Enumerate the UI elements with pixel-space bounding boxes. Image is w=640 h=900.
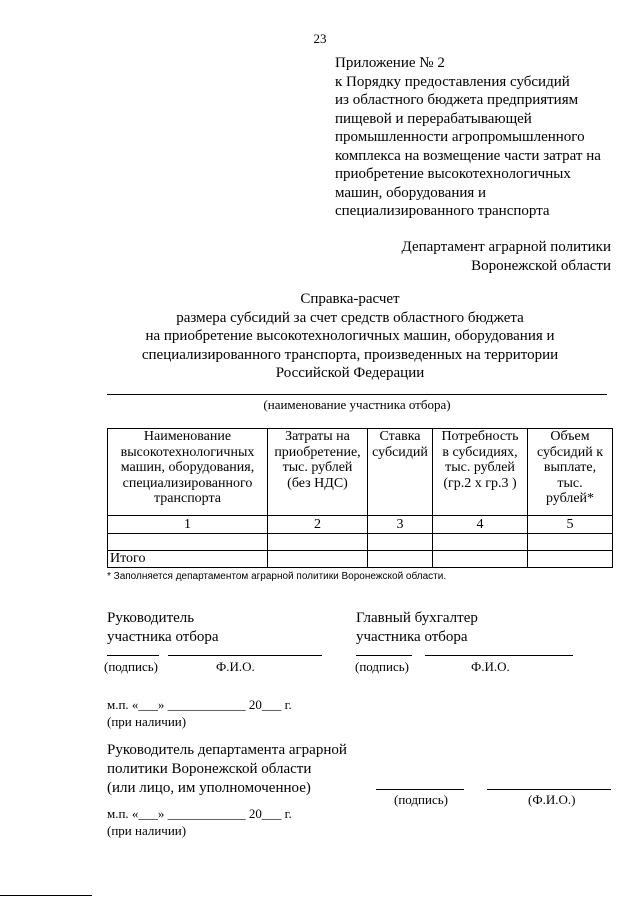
- signatory-line: Главный бухгалтер: [356, 610, 478, 626]
- column-number-row: [108, 516, 613, 534]
- department-head-name-caption: (Ф.И.О.): [528, 792, 576, 807]
- department-head-title: [107, 741, 347, 798]
- header-cell-payout: [528, 429, 613, 516]
- header-text: субсидий: [372, 444, 428, 460]
- signatory-line: Руководитель: [107, 610, 195, 626]
- table-cell[interactable]: [368, 551, 433, 568]
- column-number: 1: [108, 516, 268, 534]
- signatory-line: участника отбора: [107, 629, 219, 645]
- head-signature-field[interactable]: [107, 655, 159, 656]
- title-line: Российской Федерации: [275, 365, 425, 381]
- stamp-note: (при наличии): [107, 823, 187, 838]
- footnote: * Заполняется департаментом аграрной политики Воронежской области.: [107, 571, 447, 582]
- header-cell-name: [108, 429, 268, 516]
- head-name-field[interactable]: [168, 655, 322, 656]
- total-label: Итого: [108, 551, 268, 568]
- signatory-line: Руководитель департамента аграрной: [107, 742, 347, 758]
- appendix-line: специализированного транспорта: [335, 203, 550, 219]
- header-text: субсидий к: [536, 444, 604, 460]
- signatory-line: участника отбора: [356, 629, 468, 645]
- stamp-note: (при наличии): [107, 714, 187, 729]
- accountant-signatory-title: [356, 609, 478, 647]
- column-number: 3: [368, 516, 433, 534]
- accountant-signature-caption: (подпись): [355, 659, 409, 674]
- header-text: тыс. рублей: [445, 460, 515, 475]
- appendix-line: к Порядку предоставления субсидий: [335, 73, 570, 90]
- accountant-signature-field[interactable]: [356, 655, 412, 656]
- header-cell-rate: [368, 429, 433, 516]
- header-text: (без НДС): [287, 475, 348, 491]
- column-number: 5: [528, 516, 613, 534]
- header-text: транспорта: [153, 491, 222, 506]
- header-text: в субсидиях,: [442, 444, 518, 460]
- participant-name-field[interactable]: [107, 394, 607, 395]
- header-text: Наименование: [143, 429, 232, 444]
- total-row: [108, 551, 613, 568]
- subsidy-calculation-table: [107, 428, 613, 568]
- appendix-line: комплекса на возмещение части затрат на: [335, 147, 601, 164]
- department-line: Департамент аграрной политики: [401, 239, 611, 255]
- appendix-line: машин, оборудования и: [335, 184, 487, 201]
- appendix-line: пищевой и перерабатывающей: [335, 110, 532, 127]
- table-cell[interactable]: [528, 551, 613, 568]
- column-number: 2: [268, 516, 368, 534]
- department-header: [402, 238, 611, 275]
- table-row: [108, 534, 613, 551]
- header-text: Затраты на: [285, 429, 350, 444]
- document-title: [60, 290, 640, 383]
- title-line: на приобретение высокотехнологичных машин, оборудования и: [145, 328, 555, 344]
- stamp-date-block: [107, 696, 292, 730]
- stamp-date-block: [107, 805, 292, 839]
- table-cell[interactable]: [268, 551, 368, 568]
- appendix-line: из областного бюджета предприятиям: [335, 92, 579, 108]
- signatory-line: (или лицо, им уполномоченное): [107, 780, 311, 796]
- header-cell-costs: [268, 429, 368, 516]
- stamp-date-line[interactable]: м.п. «___» ____________ 20___ г.: [107, 697, 292, 712]
- table-cell[interactable]: [433, 551, 528, 568]
- signatory-line: политики Воронежской области: [107, 761, 312, 777]
- header-text: приобретение,: [274, 444, 361, 460]
- appendix-line: приобретение высокотехнологичных: [335, 166, 571, 182]
- header-text: специализированного: [122, 475, 253, 491]
- header-text: Объем: [550, 429, 590, 444]
- header-text: тыс.: [557, 475, 583, 491]
- table-cell[interactable]: [368, 534, 433, 551]
- table-cell[interactable]: [433, 534, 528, 551]
- stamp-date-line[interactable]: м.п. «___» ____________ 20___ г.: [107, 806, 292, 821]
- department-head-signature-field[interactable]: [376, 789, 464, 790]
- table-cell[interactable]: [268, 534, 368, 551]
- appendix-line: промышленности агропромышленного: [335, 129, 585, 145]
- header-cell-need: [433, 429, 528, 516]
- appendix-line: Приложение № 2: [335, 55, 445, 71]
- title-line: размера субсидий за счет средств областного бюджета: [176, 309, 524, 326]
- header-text: тыс. рублей: [282, 460, 353, 475]
- table-cell[interactable]: [528, 534, 613, 551]
- header-text: высокотехнологичных: [120, 444, 255, 460]
- department-head-name-field[interactable]: [487, 789, 611, 790]
- header-text: машин, оборудования,: [120, 460, 255, 475]
- table-cell[interactable]: [108, 534, 268, 551]
- head-signatory-title: [107, 609, 219, 647]
- table-header-row: [108, 429, 613, 516]
- bottom-rule: [0, 895, 92, 896]
- participant-caption: (наименование участника отбора): [263, 397, 451, 412]
- header-text: Ставка: [379, 429, 421, 444]
- column-number: 4: [433, 516, 528, 534]
- head-name-caption: Ф.И.О.: [216, 659, 255, 674]
- head-signature-caption: (подпись): [104, 659, 158, 674]
- header-text: выплате,: [543, 460, 597, 475]
- department-line: Воронежской области: [471, 257, 611, 274]
- title-heading: Справка-расчет: [300, 291, 400, 307]
- title-line: специализированного транспорта, произведенных на территории: [141, 346, 559, 363]
- header-text: (гр.2 х гр.3 ): [443, 475, 517, 491]
- page-number: 23: [313, 31, 327, 46]
- header-text: рублей*: [545, 491, 595, 506]
- header-text: Потребность: [441, 429, 519, 444]
- department-head-signature-caption: (подпись): [394, 792, 448, 807]
- accountant-name-caption: Ф.И.О.: [471, 659, 510, 674]
- accountant-name-field[interactable]: [425, 655, 573, 656]
- appendix-block: [335, 54, 601, 221]
